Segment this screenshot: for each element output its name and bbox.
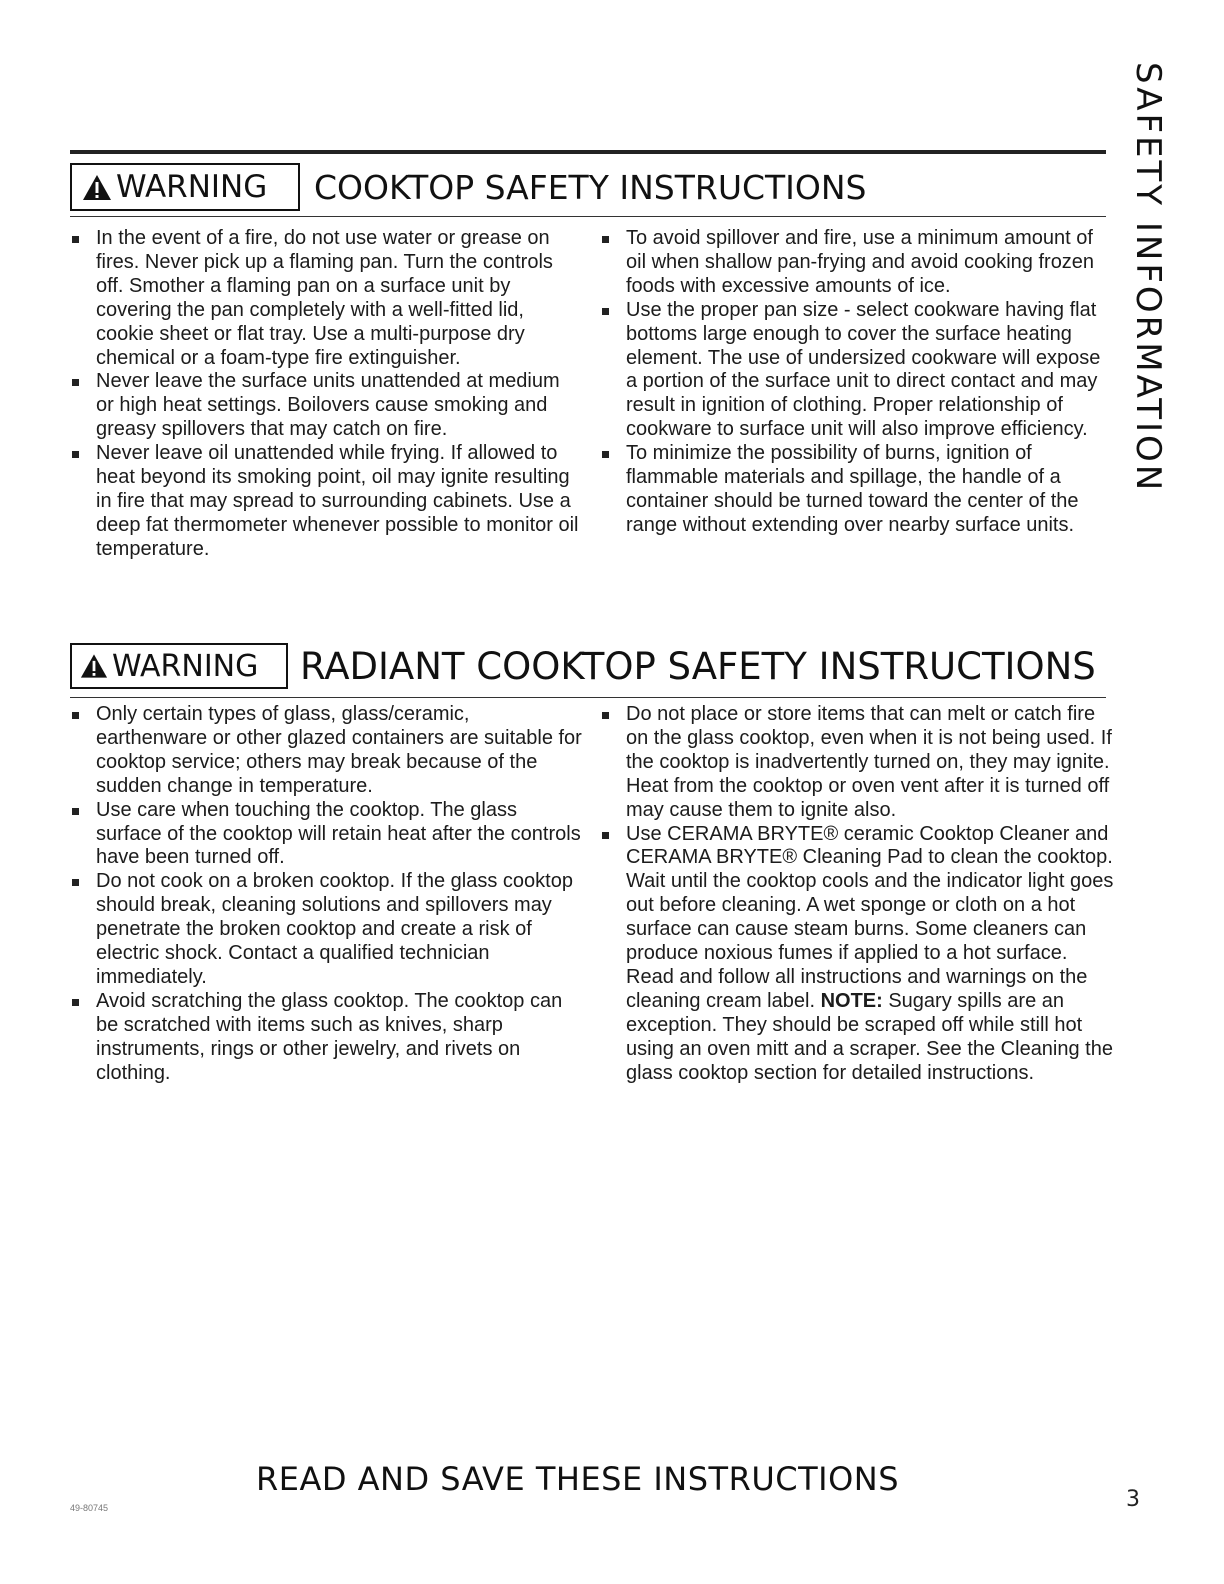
list-item: To minimize the possibility of burns, ignition of flammable materials and spillage, the handle of a container should be turned toward the center of the range without extending over nearby surface units. [600,442,1115,538]
bullet-icon [72,451,79,458]
bullet-icon [72,379,79,386]
list-item: Do not cook on a broken cooktop. If the glass cooktop should break, cleaning solutions and spillovers may penetrate the broken cooktop and create a risk of electric shock. Contact a qualified technician immediately. [70,870,585,990]
page-number: 3 [1126,1487,1140,1512]
section1-top-rule [70,150,1106,154]
bullet-icon [602,451,609,458]
section1-title: COOKTOP SAFETY INSTRUCTIONS [314,167,867,207]
list-item: To avoid spillover and fire, use a minimum amount of oil when shallow pan-frying and avoid cooking frozen foods with excessive amounts of ice. [600,227,1115,299]
bullet-icon [602,236,609,243]
bullet-icon [72,236,79,243]
bullet-icon [72,808,79,815]
section1-left-list [70,227,580,562]
list-item: Never leave oil unattended while frying. If allowed to heat beyond its smoking point, oil may ignite resulting in fire that may spread to surrounding cabinets. Use a deep fat thermometer whenever possible to monitor oil temperature. [70,442,580,562]
section2-right-list [600,703,1115,1086]
warning-label-box [70,643,288,689]
warning-label-box [70,163,300,211]
section2-title: RADIANT COOKTOP SAFETY INSTRUCTIONS [300,644,1096,688]
bullet-icon [72,879,79,886]
bullet-icon [72,999,79,1006]
warning-label: WARNING [112,648,259,684]
list-item: In the event of a fire, do not use water or grease on fires. Never pick up a flaming pan. Turn the controls off. Smother a flaming pan on a surface unit by covering the pan completely with a well-fitted lid, cookie sheet or flat tray. Use a multi-purpose dry chemical or a foam-type fire extinguisher. [70,227,580,370]
warning-triangle-icon [80,653,108,679]
section1-header [70,163,867,211]
bullet-icon [602,712,609,719]
cleaning-text: Use CERAMA BRYTE® ceramic Cooktop Cleaner and CERAMA BRYTE® Cleaning Pad to clean the cooktop. Wait until the cooktop cools and the indicator light goes out before cleaning. A wet sponge or cloth on a hot surface can cause steam burns. Some cleaners can produce noxious fumes if applied to a hot surface. Read and follow all instructions and warnings on the cleaning cream label. [626,822,1114,1012]
list-item: Only certain types of glass, glass/ceramic, earthenware or other glazed containers are suitable for cooktop service; others may break because of the sudden change in temperature. [70,703,585,799]
side-tab-safety-information: SAFETY INFORMATION [1128,62,1168,494]
section1-right-list [600,227,1115,538]
list-item: Do not place or store items that can melt or catch fire on the glass cooktop, even when it is not being used. If the cooktop is inadvertently turned on, they may ignite. Heat from the cooktop or oven vent after it is turned off may cause them to ignite also. [600,703,1115,823]
document-number: 49-80745 [70,1503,109,1513]
list-item: Use the proper pan size - select cookware having flat bottoms large enough to cover the surface heating element. The use of undersized cookware will expose a portion of the surface unit to direct contact and may result in ignition of clothing. Proper relationship of cookware to surface unit will also improve efficiency. [600,299,1115,442]
section2-left-list [70,703,585,1086]
warning-triangle-icon [82,174,112,201]
list-item: Never leave the surface units unattended at medium or high heat settings. Boilovers cause smoking and greasy spillovers that may catch on fire. [70,370,580,442]
list-item [600,823,1115,1086]
bullet-icon [72,712,79,719]
list-item: Use care when touching the cooktop. The glass surface of the cooktop will retain heat after the controls have been turned off. [70,799,585,871]
section2-bottom-rule [70,697,1106,698]
sugary-spills-text: Sugary spills are an exception. They should be scraped off while still hot using an oven mitt and a scraper. See the Cleaning the glass cooktop section for detailed instructions. [626,989,1113,1084]
bullet-icon [602,832,609,839]
read-and-save-title: READ AND SAVE THESE INSTRUCTIONS [256,1460,900,1498]
list-item: Avoid scratching the glass cooktop. The cooktop can be scratched with items such as knives, sharp instruments, rings or other jewelry, and rivets on clothing. [70,990,585,1086]
bullet-icon [602,308,609,315]
warning-label: WARNING [116,169,268,205]
section1-bottom-rule [70,216,1106,217]
section2-header [70,643,1096,689]
note-label: NOTE: [820,989,883,1012]
